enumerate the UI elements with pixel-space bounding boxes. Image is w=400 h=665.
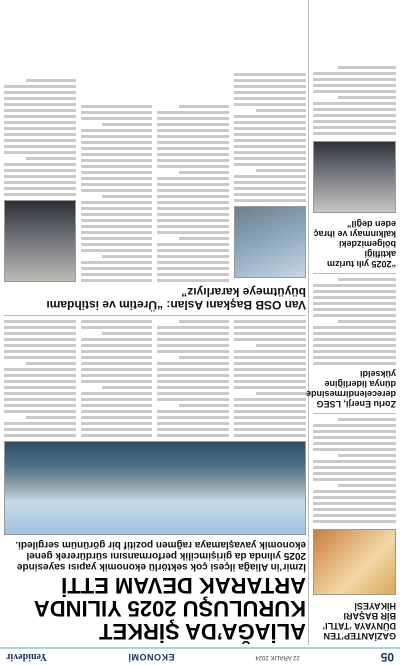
sidebar-headline-mid: Zorlu Enerji, LSEG derecelendirmesinde dünya liderliğine yükseldi <box>305 369 396 409</box>
masthead-bar <box>0 647 400 665</box>
lead-body-columns <box>4 320 306 437</box>
section-label: EKONOMİ <box>128 652 175 662</box>
lead-headline: ALİAĞA’DA ŞİRKET KURULUŞU 2025 YILINDA ARTARAK DEVAM ETTİ <box>34 573 306 644</box>
lead-deck: İzmir’in Aliağa ilçesi çok sektörlü ekonomik yapısı sayesinde 2025 yılında da girişimcilik performansını sürdürerek genel ekonomik yavaşlamaya rağmen pozitif bir görünüm sergiledi. <box>15 539 306 572</box>
inline-portrait-photo <box>4 200 76 282</box>
body-column <box>81 320 153 437</box>
body-column <box>234 320 306 437</box>
brand-logo: Yenidevir <box>6 651 48 663</box>
body-column <box>4 320 76 437</box>
body-column <box>158 320 230 437</box>
sidebar-headline-bottom: “2025 yılı turizm aktifliği bölgemizdeki kalkınmayı ve ihraç eden değil” <box>313 219 396 269</box>
divider <box>313 413 396 414</box>
sidebar-text-bottom <box>313 66 396 135</box>
sidebar-text-top <box>313 418 396 523</box>
issue-date: 22 ARALIK 2024 <box>255 654 300 660</box>
divider <box>313 273 396 274</box>
main-content <box>4 0 306 645</box>
harbor-photo <box>4 441 306 535</box>
body-column <box>234 73 306 282</box>
second-story-headline: Van OSB Başkanı Aslan: “Üretim ve istihdamı büyütmeye kararlıyız” <box>46 285 306 312</box>
portrait-photo <box>313 141 396 213</box>
body-column <box>4 73 76 282</box>
ship-photo <box>234 206 306 278</box>
body-column <box>158 73 230 282</box>
sidebar-headline-top: GAZİANTEP’TEN DÜNYAYA ‘TATLI’ BİR BAŞARI HİKAYESİ <box>323 601 396 641</box>
baklava-photo <box>313 529 396 595</box>
sidebar-column <box>305 0 400 645</box>
sidebar-text-mid <box>313 278 396 365</box>
divider <box>4 315 306 316</box>
page-number: 05 <box>380 650 394 664</box>
body-column <box>81 73 153 282</box>
second-story-columns <box>4 73 306 282</box>
